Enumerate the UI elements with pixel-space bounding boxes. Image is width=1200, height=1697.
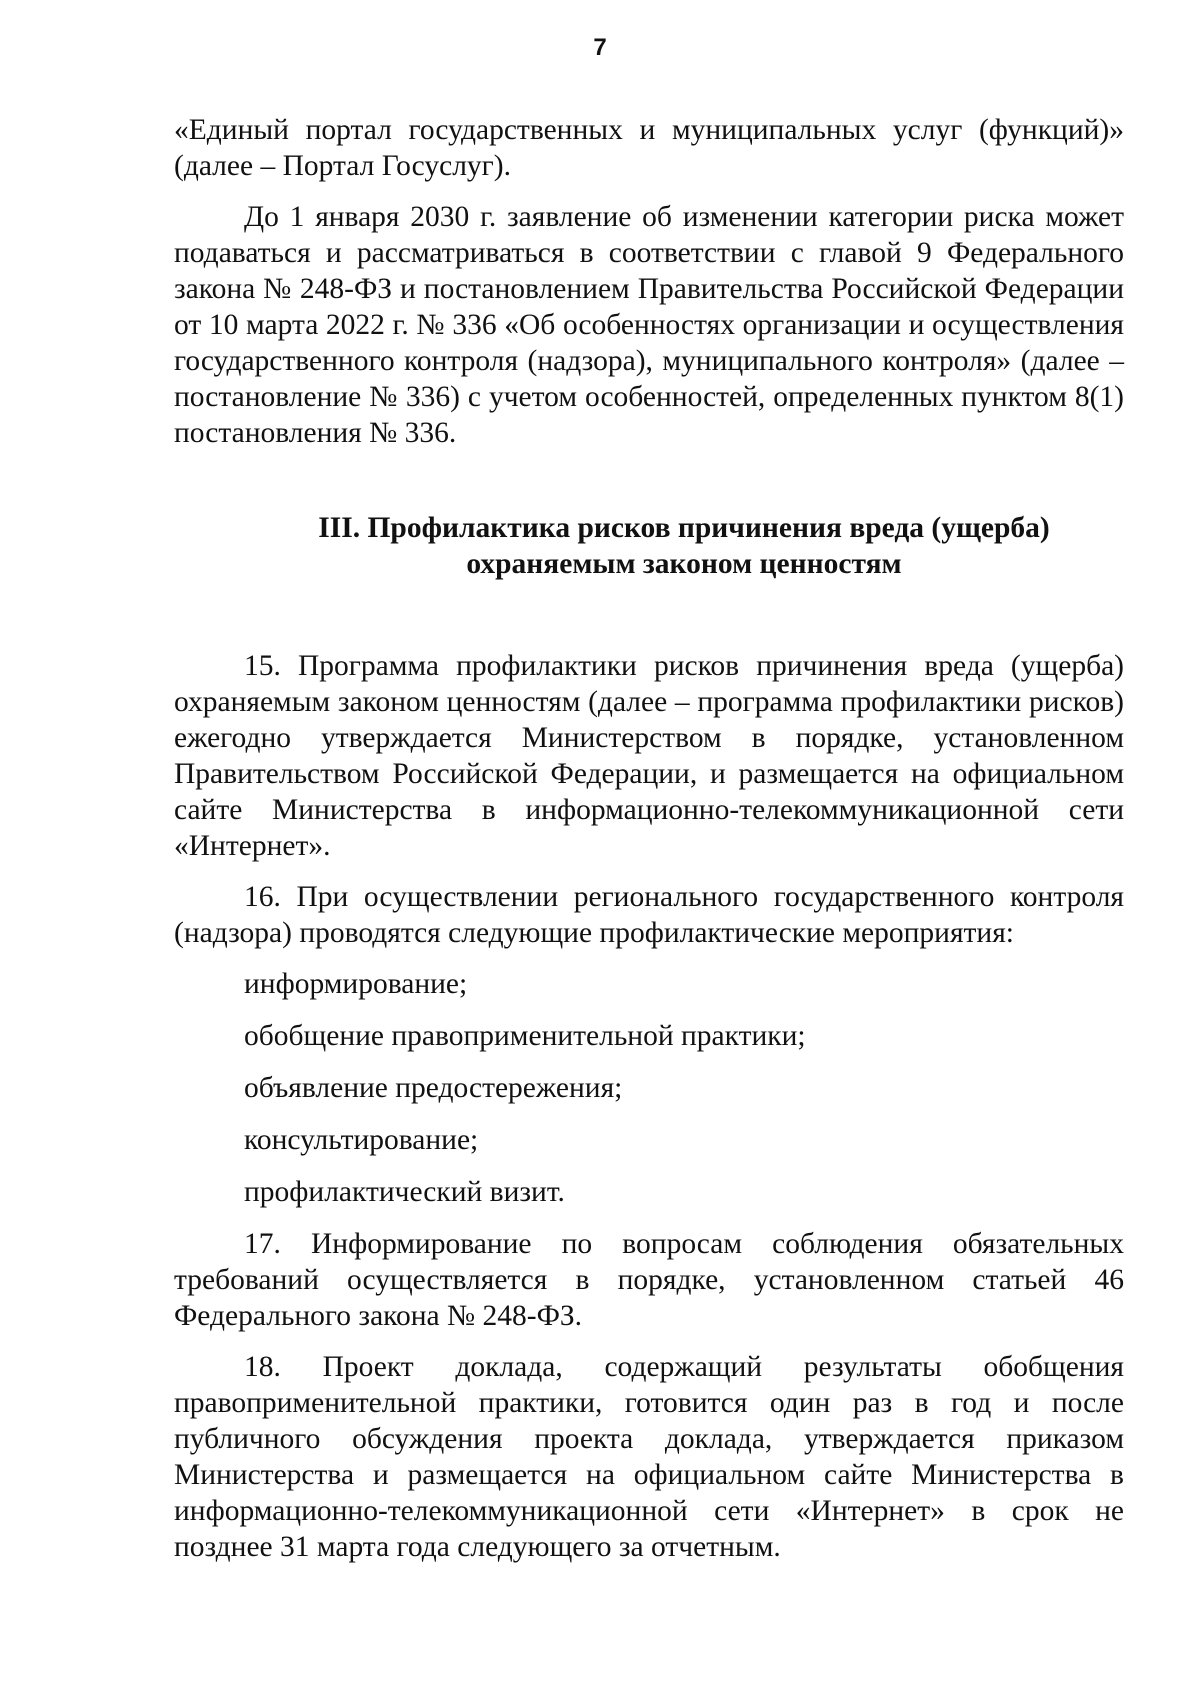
section-heading-line-1: III. Профилактика рисков причинения вреда (ущерба): [318, 512, 1050, 544]
list-item: информирование;: [244, 968, 468, 1000]
document-body: [174, 112, 1124, 1580]
paragraph-15: 15. Программа профилактики рисков причинения вреда (ущерба) охраняемым законом ценностям (далее – программа профилактики рисков) ежегодно утверждается Министерством в порядке, установленном Правительством Российской Федерации, и размещается на официальном сайте Министерства в информационно-телекоммуникационной сети «Интернет».: [174, 650, 1124, 862]
list-item: объявление предостережения;: [244, 1072, 623, 1104]
list-item: консультирование;: [244, 1124, 479, 1156]
paragraph-17: 17. Информирование по вопросам соблюдения обязательных требований осуществляется в порядке, установленном статьей 46 Федерального закона № 248-ФЗ.: [174, 1228, 1124, 1332]
page-number: 7: [593, 34, 607, 61]
paragraph-16: 16. При осуществлении регионального государственного контроля (надзора) проводятся следующие профилактические мероприятия:: [174, 881, 1124, 949]
paragraph-18: 18. Проект доклада, содержащий результаты обобщения правоприменительной практики, готовится один раз в год и после публичного обсуждения проекта доклада, утверждается приказом Министерства и размещается на официальном сайте Министерства в информационно-телекоммуникационной сети «Интернет» в срок не позднее 31 марта года следующего за отчетным.: [174, 1351, 1124, 1563]
list-item: обобщение правоприменительной практики;: [244, 1020, 806, 1052]
section-heading-line-2: охраняемым законом ценностям: [466, 548, 902, 580]
list-item: профилактический визит.: [244, 1176, 565, 1208]
paragraph-risk-category: До 1 января 2030 г. заявление об изменении категории риска может подаваться и рассматриваться в соответствии с главой 9 Федерального закона № 248-ФЗ и постановлением Правительства Российской Федерации от 10 марта 2022 г. № 336 «Об особенностях организации и осуществления государственного контроля (надзора), муниципального контроля» (далее – постановление № 336) с учетом особенностей, определенных пунктом 8(1) постановления № 336.: [174, 201, 1124, 449]
paragraph-continuation: «Единый портал государственных и муниципальных услуг (функций)» (далее – Портал Госуслуг).: [174, 114, 1124, 182]
section-heading: [174, 510, 1124, 582]
